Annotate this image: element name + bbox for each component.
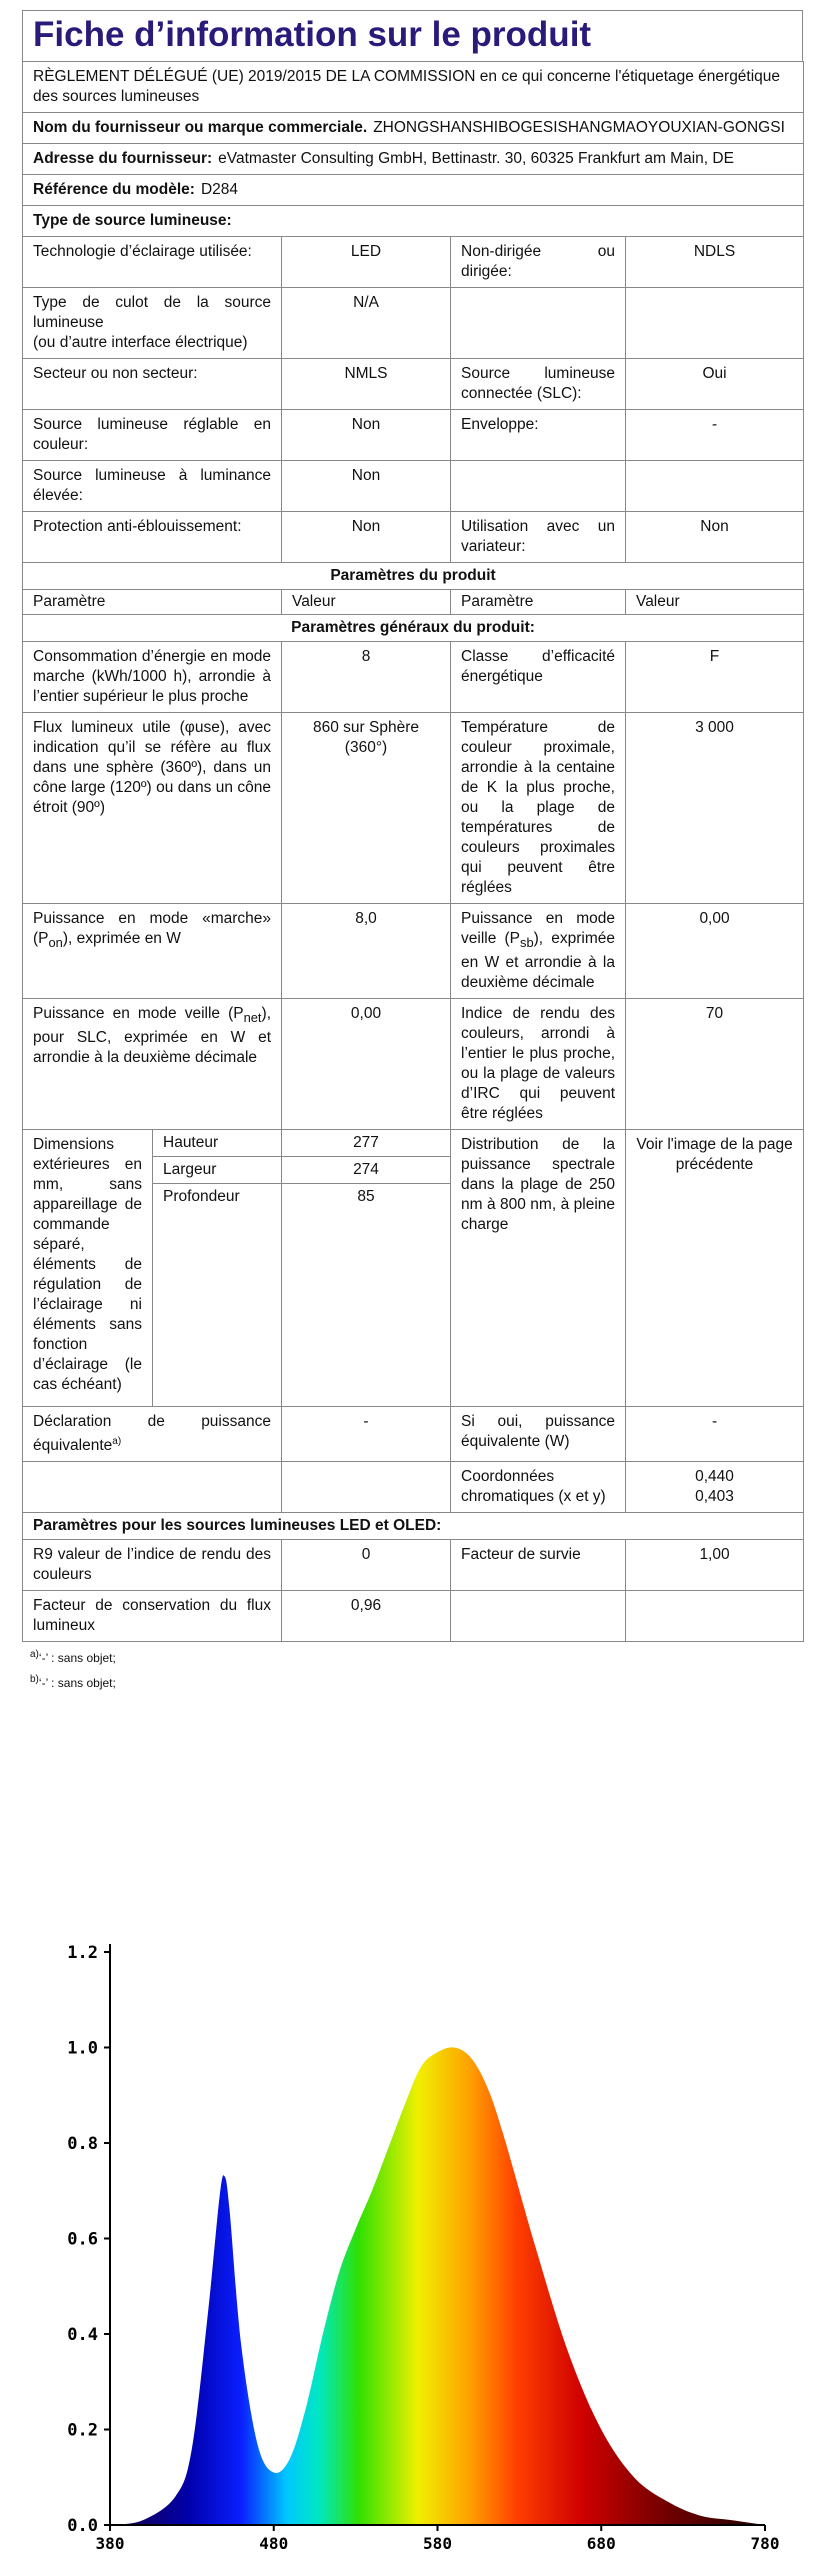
param-label: Facteur de conservation du flux lumineux (23, 1591, 282, 1642)
y-tick-label: 0.8 (67, 2134, 98, 2154)
dimension-value: 85 (282, 1184, 451, 1407)
param-label: Consommation d’énergie en mode marche (kWh/1000 h), arrondie à l’entier supérieur le plus proche (23, 642, 282, 713)
table-row (23, 642, 804, 713)
spectral-label: Distribution de la puissance spectrale dans la plage de 250 nm à 800 nm, à pleine charge (451, 1130, 626, 1407)
param-value: Non (282, 410, 451, 461)
param-label: Facteur de survie (451, 1540, 626, 1591)
param-label: Coordonnées chromatiques (x et y) (451, 1462, 626, 1513)
dimension-name: Profondeur (153, 1184, 282, 1407)
param-label: Utilisation avec un variateur: (451, 512, 626, 563)
model-row: Référence du modèle: D284 (23, 175, 804, 206)
table-cell: Puissance en mode «marche» $(P_{on})$, exprimée en W (23, 904, 282, 999)
param-label: Indice de rendu des couleurs, arrondi à l’entier le plus proche, ou la plage de valeurs d’IRC qui peuvent être réglées (451, 999, 626, 1130)
param-value: NMLS (282, 359, 451, 410)
param-label: Protection anti-éblouissement: (23, 512, 282, 563)
param-label: Non-dirigée ou dirigée: (451, 237, 626, 288)
param-value: F (626, 642, 804, 713)
table-row (23, 999, 804, 1130)
x-tick-label: 480 (259, 2534, 289, 2553)
source-type-heading: Type de source lumineuse: (23, 206, 804, 237)
param-value: Oui (626, 359, 804, 410)
param-value: 1,00 (626, 1540, 804, 1591)
table-row (23, 1540, 804, 1591)
x-tick-label: 580 (423, 2534, 452, 2553)
column-header: Valeur (626, 590, 804, 615)
table-row (23, 590, 804, 615)
dimension-row (23, 1130, 804, 1157)
param-label: Enveloppe: (451, 410, 626, 461)
product-information-sheet (22, 10, 803, 1696)
supplier-row: Nom du fournisseur ou marque commerciale. ZHONGSHANSHIBOGESISHANGMAOYOUXIAN-GONGSI (23, 113, 804, 144)
table-row (23, 1591, 804, 1642)
dimension-value: 277 (282, 1130, 451, 1157)
param-value (626, 461, 804, 512)
empty-cell (23, 1462, 282, 1513)
y-tick-label: 0.0 (67, 2516, 98, 2536)
spectral-distribution-chart (0, 1930, 826, 2560)
x-tick-label: 680 (586, 2534, 616, 2553)
empty-cell (282, 1462, 451, 1513)
y-tick-label: 0.2 (67, 2420, 98, 2441)
table-row (23, 62, 804, 113)
param-label: Secteur ou non secteur: (23, 359, 282, 410)
dimension-name: Largeur (153, 1157, 282, 1184)
table-cell: Puissance en mode veille $(P_{net})$, pour SLC, exprimée en W et arrondie à la deuxième décimale (23, 999, 282, 1130)
table-row (23, 113, 804, 144)
param-label: Source lumineuse à luminance élevée: (23, 461, 282, 512)
param-value: - (282, 1407, 451, 1462)
section-heading: Paramètres du produit (23, 563, 804, 590)
param-value: NDLS (626, 237, 804, 288)
x-tick-label: 380 (95, 2534, 125, 2553)
table-row (23, 359, 804, 410)
param-value: - (626, 410, 804, 461)
dimension-name: Hauteur (153, 1130, 282, 1157)
table-row (23, 206, 804, 237)
table-row (23, 288, 804, 359)
y-tick-label: 0.6 (67, 2229, 98, 2250)
dimension-value: 274 (282, 1157, 451, 1184)
param-value (626, 1591, 804, 1642)
column-header: Valeur (282, 590, 451, 615)
table-row (23, 1407, 804, 1462)
param-value: 8 (282, 642, 451, 713)
section-heading: Paramètres généraux du produit: (23, 615, 804, 642)
param-label: Type de culot de la source lumineuse (ou d’autre interface électrique) (23, 288, 282, 359)
table-row (23, 175, 804, 206)
param-value: 0 (282, 1540, 451, 1591)
section-heading: Paramètres pour les sources lumineuses LED et OLED: (23, 1513, 804, 1540)
param-label: Puissance en mode veille $(P_{sb})$, exprimée en W et arrondie à la deuxième décimale (451, 904, 626, 999)
param-label (451, 288, 626, 359)
param-value: Non (282, 512, 451, 563)
info-table (22, 61, 804, 1642)
table-row (23, 144, 804, 175)
spectrum-area (110, 2047, 765, 2525)
param-label: Si oui, puissance équivalente (W) (451, 1407, 626, 1462)
param-value: 8,0 (282, 904, 451, 999)
param-value: 860 sur Sphère (360°) (282, 713, 451, 904)
table-row (23, 461, 804, 512)
column-header: Paramètre (451, 590, 626, 615)
footnote-a: $^{a)}$‘-’ : sans objet; (30, 1649, 116, 1666)
table-row (23, 1513, 804, 1540)
y-tick-label: 1.2 (67, 1943, 98, 1963)
param-label: Température de couleur proximale, arrondie à la centaine de K la plus proche, ou la plage de températures de couleurs proximales qui peuvent être réglées (451, 713, 626, 904)
param-value: - (626, 1407, 804, 1462)
param-label (451, 461, 626, 512)
dimensions-label: Dimensions extérieures en mm, sans appareillage de commande séparé, éléments de régulation de l’éclairage ni éléments sans fonction d’éclairage (le cas échéant) (23, 1130, 153, 1407)
table-row (23, 410, 804, 461)
y-tick-label: 1.0 (67, 2038, 98, 2059)
param-label: Classe d’efficacité énergétique (451, 642, 626, 713)
chromaticity-value: 0,440 0,403 (626, 1462, 804, 1513)
x-tick-label: 780 (750, 2534, 780, 2553)
table-row (23, 615, 804, 642)
param-label: Source lumineuse connectée (SLC): (451, 359, 626, 410)
spectral-value: Voir l'image de la page précédente (626, 1130, 804, 1407)
address-row: Adresse du fournisseur: eVatmaster Consulting GmbH, Bettinastr. 30, 60325 Frankfurt am Main, DE (23, 144, 804, 175)
table-row (23, 512, 804, 563)
param-label: R9 valeur de l’indice de rendu des couleurs (23, 1540, 282, 1591)
param-label: Source lumineuse réglable en couleur: (23, 410, 282, 461)
param-value: 3 000 (626, 713, 804, 904)
param-value: 0,00 (282, 999, 451, 1130)
table-row (23, 237, 804, 288)
column-header: Paramètre (23, 590, 282, 615)
param-value: LED (282, 237, 451, 288)
param-value: N/A (282, 288, 451, 359)
table-row (23, 904, 804, 999)
param-label: Technologie d’éclairage utilisée: (23, 237, 282, 288)
footnote-b: $^{b)}$‘-’ : sans objet; (30, 1674, 116, 1691)
y-tick-label: 0.4 (67, 2325, 98, 2345)
param-value: 0,00 (626, 904, 804, 999)
param-label (451, 1591, 626, 1642)
param-value: Non (282, 461, 451, 512)
table-row (23, 713, 804, 904)
table-row (23, 563, 804, 590)
regulation-text: RÈGLEMENT DÉLÉGUÉ (UE) 2019/2015 DE LA COMMISSION en ce qui concerne l'étiquetage énergétique des sources lumineuses (23, 62, 804, 113)
table-row (23, 1462, 804, 1513)
page-title: Fiche d’information sur le produit (22, 10, 803, 61)
param-label: Déclaration de puissance équivalente$^{a)}$ (23, 1407, 282, 1462)
param-label: Flux lumineux utile (φuse), avec indication qu’il se réfère au flux dans une sphère (360º), dans un cône large (120º) ou dans un cône étroit (90º) (23, 713, 282, 904)
param-value (626, 288, 804, 359)
param-value: 70 (626, 999, 804, 1130)
param-value: Non (626, 512, 804, 563)
param-value: 0,96 (282, 1591, 451, 1642)
